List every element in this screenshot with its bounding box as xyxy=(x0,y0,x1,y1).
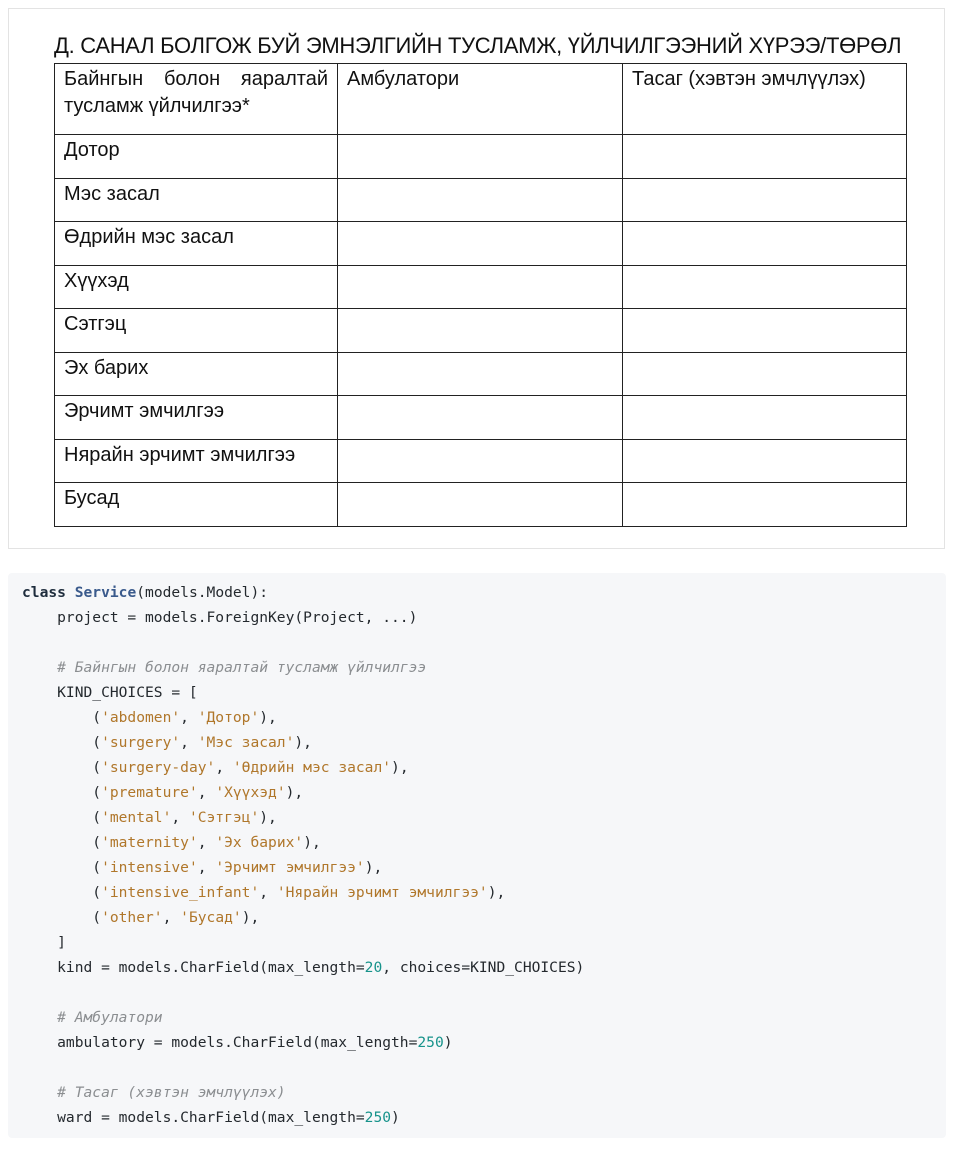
ambulatory-cell xyxy=(338,135,623,179)
choice-line: ('premature', 'Хүүхэд'), xyxy=(22,784,304,801)
table-row xyxy=(55,135,907,179)
table-row xyxy=(55,309,907,353)
choice-label: 'Хүүхэд' xyxy=(215,784,286,801)
code-line-project: project = models.ForeignKey(Project, ...) xyxy=(22,609,418,626)
table-row xyxy=(55,265,907,309)
choice-line: ('surgery', 'Мэс засал'), xyxy=(22,734,312,751)
choice-label: 'Дотор' xyxy=(197,709,260,726)
header-ambulatory: Амбулатори xyxy=(338,64,623,135)
ambulatory-cell xyxy=(338,439,623,483)
choice-label: 'Өдрийн мэс засал' xyxy=(232,759,392,776)
table-row xyxy=(55,439,907,483)
class-base: (models.Model): xyxy=(136,584,269,601)
row-label: Дотор xyxy=(55,135,338,179)
choice-label: 'Мэс засал' xyxy=(197,734,295,751)
code-line-blank xyxy=(22,980,932,1005)
header-ward: Тасаг (хэвтэн эмчлүүлэх) xyxy=(623,64,907,135)
code-line-ward xyxy=(22,1105,932,1130)
code-block xyxy=(8,573,946,1138)
table-row xyxy=(55,483,907,527)
row-label: Мэс засал xyxy=(55,178,338,222)
row-label: Эх барих xyxy=(55,352,338,396)
ambulatory-max-length: 250 xyxy=(417,1034,444,1051)
ward-prefix: ward = models.CharField(max_length= xyxy=(22,1109,365,1126)
code-line-ambulatory xyxy=(22,1030,932,1055)
choice-key: 'mental' xyxy=(101,809,172,826)
ward-cell xyxy=(623,309,907,353)
code-line-class xyxy=(22,580,932,605)
row-label: Бусад xyxy=(55,483,338,527)
row-label: Сэтгэц xyxy=(55,309,338,353)
ambulatory-cell xyxy=(338,222,623,266)
choice-label: 'Эх барих' xyxy=(215,834,304,851)
ambulatory-cell xyxy=(338,352,623,396)
ward-suffix: ) xyxy=(391,1109,400,1126)
code-line-kind xyxy=(22,955,932,980)
choice-key: 'maternity' xyxy=(101,834,198,851)
ward-max-length: 250 xyxy=(364,1109,392,1126)
code-line-blank xyxy=(22,1055,932,1080)
kind-max-length: 20 xyxy=(364,959,383,976)
ambulatory-cell xyxy=(338,178,623,222)
choice-line: ('intensive', 'Эрчимт эмчилгээ'), xyxy=(22,859,383,876)
row-label: Өдрийн мэс засал xyxy=(55,222,338,266)
choice-line: ('intensive_infant', 'Нярайн эрчимт эмчилгээ'), xyxy=(22,884,506,901)
code-comment-ward: # Тасаг (хэвтэн эмчлүүлэх) xyxy=(22,1084,286,1101)
choice-key: 'intensive_infant' xyxy=(101,884,260,901)
kind-suffix: , choices=KIND_CHOICES) xyxy=(382,959,585,976)
choice-line: ('other', 'Бусад'), xyxy=(22,909,260,926)
ambulatory-cell xyxy=(338,396,623,440)
choice-key: 'surgery-day' xyxy=(101,759,216,776)
ambulatory-cell xyxy=(338,265,623,309)
kind-prefix: kind = models.CharField(max_length= xyxy=(22,959,365,976)
ambulatory-suffix: ) xyxy=(443,1034,453,1051)
table-row xyxy=(55,396,907,440)
ambulatory-cell xyxy=(338,309,623,353)
choice-key: 'intensive' xyxy=(101,859,198,876)
ward-cell xyxy=(623,265,907,309)
code-line-kind-choices-open: KIND_CHOICES = [ xyxy=(22,684,198,701)
code-comment-ambulatory: # Амбулатори xyxy=(22,1009,163,1026)
choice-key: 'abdomen' xyxy=(101,709,181,726)
ward-cell xyxy=(623,222,907,266)
choice-key: 'other' xyxy=(101,909,163,926)
class-keyword: class xyxy=(22,584,66,601)
service-table xyxy=(54,63,907,527)
table-row xyxy=(55,352,907,396)
row-label: Эрчимт эмчилгээ xyxy=(55,396,338,440)
choice-line: ('maternity', 'Эх барих'), xyxy=(22,834,321,851)
row-label: Нярайн эрчимт эмчилгээ xyxy=(55,439,338,483)
table-row xyxy=(55,222,907,266)
ambulatory-cell xyxy=(338,483,623,527)
ambulatory-prefix: ambulatory = models.CharField(max_length= xyxy=(22,1034,418,1051)
ward-cell xyxy=(623,135,907,179)
code-line-kind-choices-close: ] xyxy=(22,934,66,951)
header-kind: Байнгын болон яаралтай тусламж үйлчилгээ* xyxy=(55,64,338,135)
document-title: Д. САНАЛ БОЛГОЖ БУЙ ЭМНЭЛГИЙН ТУСЛАМЖ, ҮЙЛЧИЛГЭЭНИЙ ХҮРЭЭ/ТӨРӨЛ xyxy=(54,33,902,58)
choice-line: ('mental', 'Сэтгэц'), xyxy=(22,809,277,826)
row-label: Хүүхэд xyxy=(55,265,338,309)
table-header-row xyxy=(55,64,907,135)
choice-label: 'Эрчимт эмчилгээ' xyxy=(215,859,365,876)
ward-cell xyxy=(623,483,907,527)
ward-cell xyxy=(623,352,907,396)
document-image xyxy=(8,8,945,549)
choice-label: 'Нярайн эрчимт эмчилгээ' xyxy=(276,884,488,901)
ward-cell xyxy=(623,178,907,222)
class-name: Service xyxy=(74,584,137,601)
table-row xyxy=(55,178,907,222)
choice-label: 'Сэтгэц' xyxy=(188,809,260,826)
choice-key: 'surgery' xyxy=(101,734,181,751)
code-comment-kind: # Байнгын болон яаралтай тусламж үйлчилгээ xyxy=(22,659,427,676)
choice-key: 'premature' xyxy=(101,784,198,801)
choice-label: 'Бусад' xyxy=(180,909,242,926)
choice-line: ('surgery-day', 'Өдрийн мэс засал'), xyxy=(22,759,409,776)
ward-cell xyxy=(623,439,907,483)
code-line-blank xyxy=(22,630,932,655)
choice-line: ('abdomen', 'Дотор'), xyxy=(22,709,277,726)
ward-cell xyxy=(623,396,907,440)
